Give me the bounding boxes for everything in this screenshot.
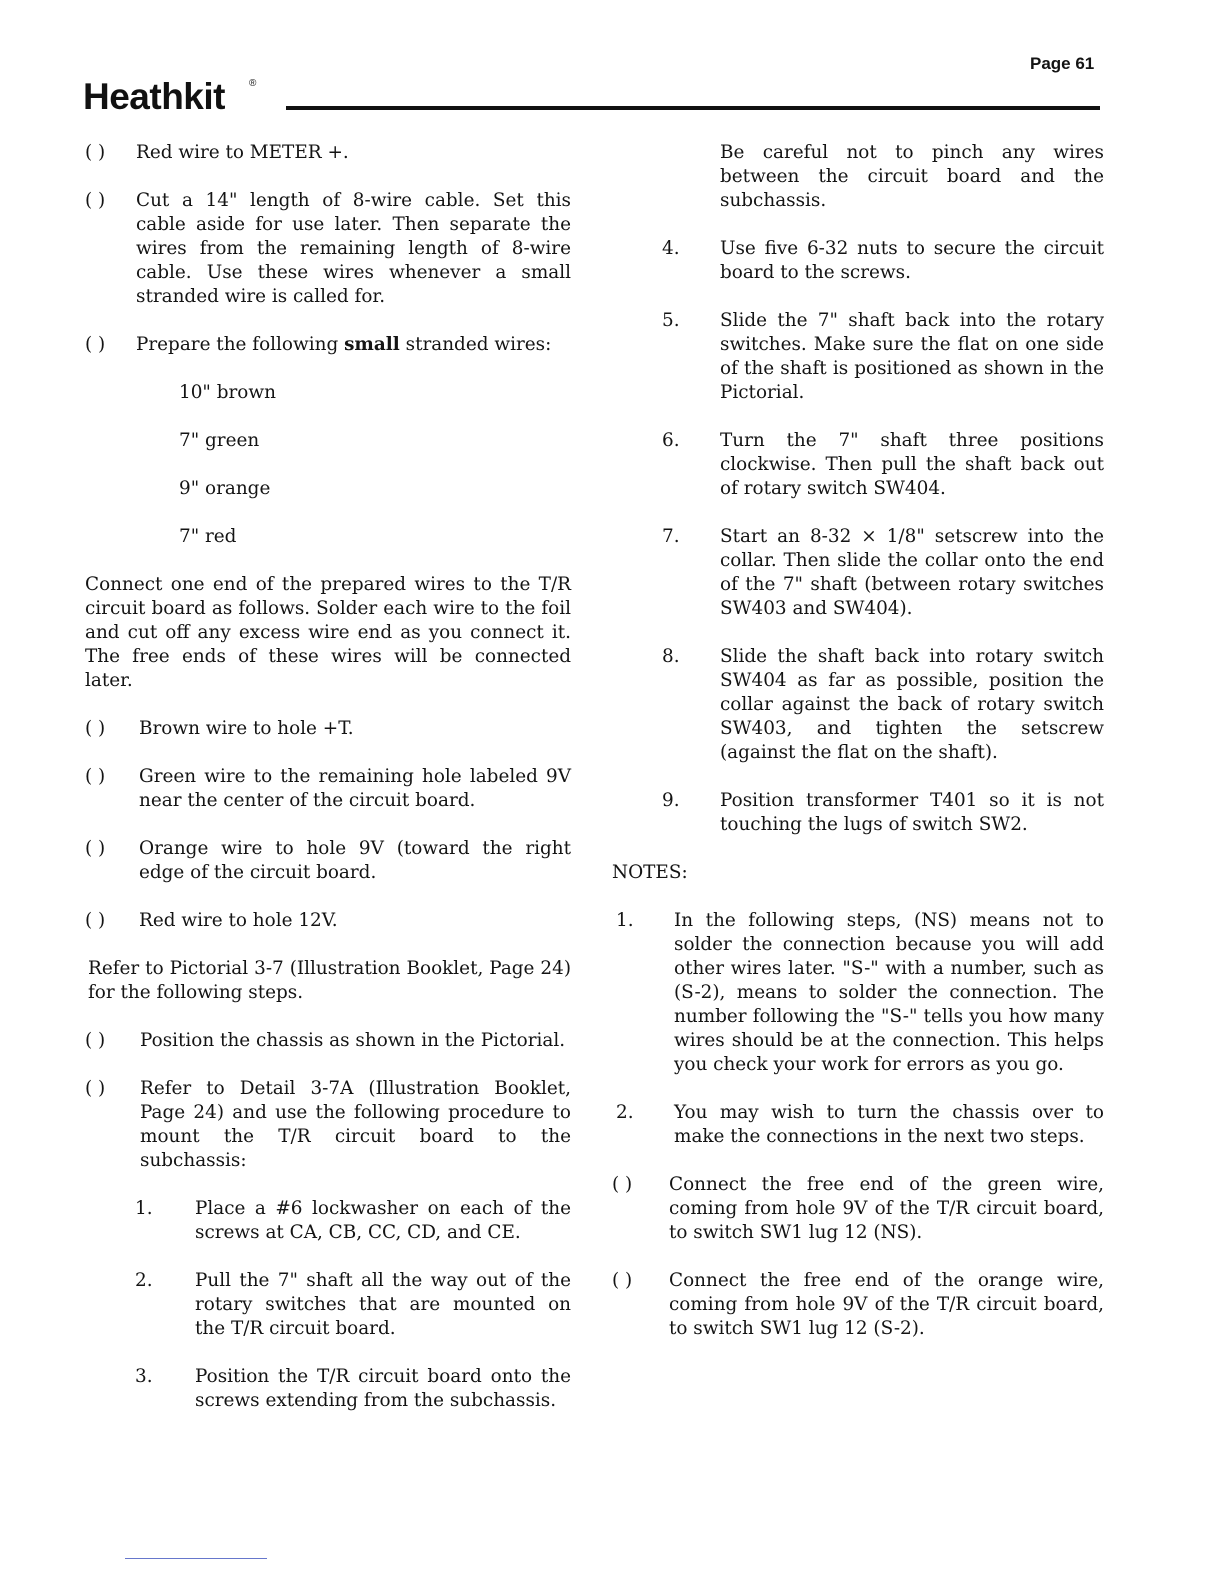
step-text: Connect the free end of the orange wire, coming from hole 9V of the T/R circuit board, to switch SW1 lug 12 (S-2).	[669, 1270, 1104, 1339]
procedure-step	[85, 1269, 571, 1341]
procedure-step	[612, 429, 1104, 501]
instruction-paragraph: Refer to Pictorial 3-7 (Illustration Booklet, Page 24) for the following steps.	[88, 958, 571, 1003]
wire-item: 7" green	[179, 430, 260, 451]
step-text: Orange wire to hole 9V (toward the right edge of the circuit board.	[139, 838, 571, 883]
note-number: 1.	[616, 910, 634, 931]
step-text-bold: small	[344, 334, 400, 355]
check-step	[85, 837, 571, 885]
step-text: Red wire to METER +.	[136, 142, 349, 163]
procedure-step	[612, 309, 1104, 405]
note-number: 2.	[616, 1102, 634, 1123]
wire-item: 9" orange	[179, 478, 271, 499]
step-text: Start an 8-32 × 1/8" setscrew into the collar. Then slide the collar onto the end of the 7" shaft (between rotary switches SW403 and SW404).	[720, 526, 1104, 619]
procedure-step	[612, 789, 1104, 837]
step-text: Cut a 14" length of 8-wire cable. Set this cable aside for use later. Then separate the wires from the remaining length of 8-wire cable. Use these wires whenever a small stranded wire is called for.	[136, 190, 571, 307]
step-text: Brown wire to hole +T.	[139, 718, 354, 739]
check-step	[85, 333, 571, 357]
notes-heading: NOTES:	[612, 862, 688, 883]
wire-item: 10" brown	[179, 382, 276, 403]
step-checkbox[interactable]: ( )	[85, 142, 106, 163]
step-number: 4.	[662, 238, 680, 259]
procedure-step	[612, 237, 1104, 285]
step-number: 6.	[662, 430, 680, 451]
step-checkbox[interactable]: ( )	[85, 838, 106, 859]
step-text: Slide the shaft back into rotary switch SW404 as far as possible, position the collar against the back of rotary switch SW403, and tighten the setscrew (against the flat on the shaft).	[720, 646, 1104, 763]
note-item	[612, 909, 1104, 1077]
step-checkbox[interactable]: ( )	[85, 766, 106, 787]
step-checkbox[interactable]: ( )	[85, 1078, 106, 1099]
wire-item: 7" red	[179, 526, 237, 547]
step-text: Pull the 7" shaft all the way out of the rotary switches that are mounted on the T/R circuit board.	[195, 1270, 571, 1339]
check-step	[85, 1029, 571, 1053]
step-checkbox[interactable]: ( )	[85, 1030, 106, 1051]
step-number: 8.	[662, 646, 680, 667]
footer-mark	[125, 1558, 267, 1559]
note-text: In the following steps, (NS) means not to solder the connection because you will add other wires later. "S-" with a number, such as (S-2), means to solder the connection. The number following the "S-" tells you how many wires should be at the connection. This helps you check your work for errors as you go.	[674, 910, 1104, 1075]
instruction-paragraph: Connect one end of the prepared wires to the T/R circuit board as follows. Solder each wire to the foil and cut off any excess wire end as you connect it. The free ends of these wires will be connected later.	[85, 574, 571, 691]
procedure-step	[85, 1197, 571, 1245]
step-text: Red wire to hole 12V.	[139, 910, 338, 931]
procedure-step	[612, 525, 1104, 621]
step-text: Turn the 7" shaft three positions clockwise. Then pull the shaft back out of rotary switch SW404.	[720, 430, 1104, 499]
step-number: 2.	[135, 1270, 153, 1291]
step-text-after: stranded wires:	[399, 334, 552, 355]
step-text: Use five 6-32 nuts to secure the circuit board to the screws.	[720, 238, 1104, 283]
step-checkbox[interactable]: ( )	[85, 334, 106, 355]
check-step	[85, 909, 571, 933]
step-text: Refer to Detail 3-7A (Illustration Booklet, Page 24) and use the following procedure to mount the T/R circuit board to the subchassis:	[140, 1078, 571, 1171]
brand-logo: Heathkit	[83, 76, 225, 117]
registered-mark: ®	[249, 78, 257, 89]
step-number: 3.	[135, 1366, 153, 1387]
step-text: Slide the 7" shaft back into the rotary switches. Make sure the flat on one side of the shaft is positioned as shown in the Pictorial.	[720, 310, 1104, 403]
check-step	[612, 1173, 1104, 1245]
note-item	[612, 1101, 1104, 1149]
step-text: Position the chassis as shown in the Pictorial.	[140, 1030, 566, 1051]
check-step	[85, 717, 571, 741]
check-step	[85, 765, 571, 813]
procedure-step	[612, 645, 1104, 765]
step-number: 1.	[135, 1198, 153, 1219]
check-step	[85, 1077, 571, 1173]
step-checkbox[interactable]: ( )	[85, 190, 106, 211]
continued-text: Be careful not to pinch any wires between the circuit board and the subchassis.	[720, 142, 1104, 211]
check-step	[85, 141, 571, 165]
step-text: Green wire to the remaining hole labeled 9V near the center of the circuit board.	[139, 766, 571, 811]
step-text: Position the T/R circuit board onto the screws extending from the subchassis.	[195, 1366, 571, 1411]
step-number: 7.	[662, 526, 680, 547]
wire-list	[85, 381, 571, 549]
page-number: Page 61	[1030, 54, 1095, 73]
note-text: You may wish to turn the chassis over to make the connections in the next two steps.	[674, 1102, 1104, 1147]
left-column	[85, 141, 571, 1413]
check-step	[85, 189, 571, 309]
step-checkbox[interactable]: ( )	[612, 1270, 633, 1291]
step-text	[136, 333, 571, 357]
step-text: Position transformer T401 so it is not touching the lugs of switch SW2.	[720, 790, 1104, 835]
right-column	[612, 141, 1104, 1341]
step-number: 5.	[662, 310, 680, 331]
check-step	[612, 1269, 1104, 1341]
step-checkbox[interactable]: ( )	[612, 1174, 633, 1195]
step-text: Connect the free end of the green wire, coming from hole 9V of the T/R circuit board, to switch SW1 lug 12 (NS).	[669, 1174, 1104, 1243]
step-number: 9.	[662, 790, 680, 811]
step-text-before: Prepare the following	[136, 334, 345, 355]
step-checkbox[interactable]: ( )	[85, 718, 106, 739]
procedure-step	[85, 1365, 571, 1413]
header-rule	[286, 106, 1100, 110]
step-text: Place a #6 lockwasher on each of the screws at CA, CB, CC, CD, and CE.	[195, 1198, 571, 1243]
step-checkbox[interactable]: ( )	[85, 910, 106, 931]
